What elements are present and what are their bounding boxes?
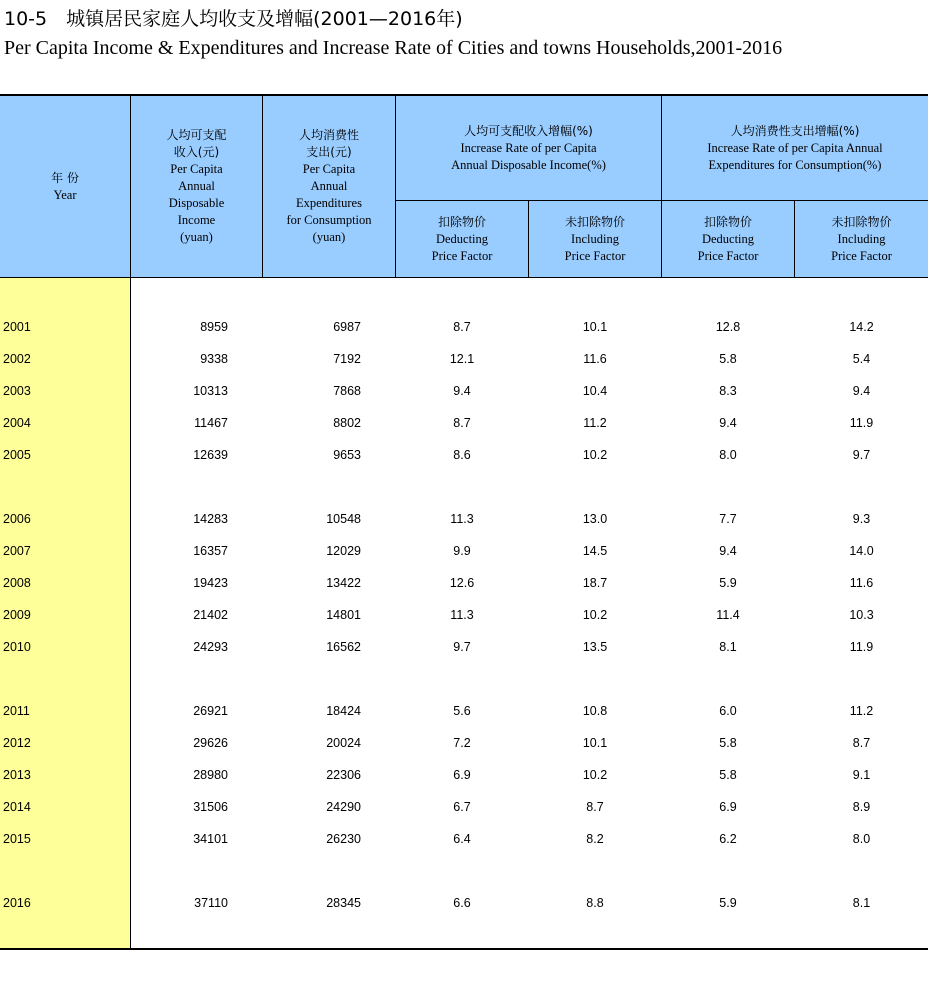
cell-expend-deduct: 5.8	[719, 768, 737, 782]
table-header-rule	[0, 277, 928, 278]
cell-income-include: 8.2	[586, 832, 604, 846]
header-expend-en5: (yuan)	[312, 230, 346, 244]
cell-expend: 16562	[326, 640, 361, 654]
header-income-rate-en1: Increase Rate of per Capita	[460, 140, 597, 155]
header-expend	[263, 96, 395, 277]
cell-expend-deduct: 12.8	[715, 320, 741, 334]
cell-income-include: 14.5	[582, 544, 608, 558]
cell-income: 19423	[193, 576, 228, 590]
cell-year: 2015	[3, 832, 31, 846]
header-income-deduct	[396, 201, 528, 277]
table-row	[0, 829, 928, 849]
cell-expend: 7192	[333, 352, 361, 366]
header-expend-include	[795, 201, 928, 277]
cell-income-deduct: 6.7	[453, 800, 471, 814]
cell-income-include: 10.2	[582, 768, 608, 782]
cell-expend-deduct: 5.9	[719, 576, 737, 590]
header-deduct-en1: Deducting	[435, 231, 489, 246]
cell-income: 28980	[193, 768, 228, 782]
cell-expend-deduct: 8.0	[719, 448, 737, 462]
table-row	[0, 541, 928, 561]
cell-expend: 9653	[333, 448, 361, 462]
table-row	[0, 637, 928, 657]
cell-year: 2012	[3, 736, 31, 750]
cell-year: 2011	[3, 704, 30, 718]
header-year	[0, 96, 130, 277]
cell-income: 12639	[193, 448, 228, 462]
header-year-cn: 年 份	[51, 170, 79, 185]
cell-expend: 28345	[326, 896, 361, 910]
cell-income-deduct: 5.6	[453, 704, 471, 718]
cell-expend: 26230	[326, 832, 361, 846]
cell-expend-include: 9.4	[852, 384, 871, 398]
table-row	[0, 349, 928, 369]
cell-income-include: 10.8	[582, 704, 608, 718]
header-income-rate-cn: 人均可支配收入增幅(%)	[464, 123, 593, 138]
cell-expend-deduct: 5.9	[719, 896, 737, 910]
header-income-cn2: 收入(元)	[173, 145, 220, 159]
cell-expend: 13422	[326, 576, 361, 590]
header-income-rate	[396, 96, 661, 200]
cell-income-include: 13.5	[582, 640, 608, 654]
cell-expend: 10548	[326, 512, 361, 526]
cell-expend-deduct: 6.0	[719, 704, 737, 718]
header-income	[131, 96, 262, 277]
header-income-en5: (yuan)	[180, 230, 213, 244]
cell-income-deduct: 12.6	[449, 576, 475, 590]
cell-income-deduct: 9.9	[453, 544, 471, 558]
cell-expend-include: 14.0	[849, 544, 874, 558]
cell-income-deduct: 11.3	[450, 608, 474, 622]
cell-income: 16357	[193, 544, 228, 558]
cell-income-deduct: 6.9	[453, 768, 471, 782]
table-row	[0, 381, 928, 401]
cell-income-deduct: 6.6	[453, 896, 471, 910]
cell-income-deduct: 7.2	[453, 736, 471, 750]
cell-expend-include: 11.9	[849, 640, 874, 654]
cell-year: 2004	[3, 416, 31, 430]
cell-income-deduct: 6.4	[453, 832, 471, 846]
cell-income: 26921	[193, 704, 228, 718]
cell-year: 2013	[3, 768, 31, 782]
cell-income: 10313	[193, 384, 228, 398]
header-include-en1: Including	[571, 231, 619, 246]
cell-income-include: 10.2	[582, 608, 608, 622]
cell-expend-include: 9.1	[852, 768, 871, 782]
header-deduct-cn: 扣除物价	[703, 214, 752, 229]
cell-expend-include: 8.1	[852, 896, 871, 910]
cell-expend-deduct: 6.2	[719, 832, 737, 846]
header-deduct-cn: 扣除物价	[437, 214, 486, 229]
header-include-cn: 未扣除物价	[564, 214, 625, 229]
cell-income-deduct: 8.7	[453, 416, 471, 430]
cell-year: 2009	[3, 608, 31, 622]
header-income-en2: Annual	[178, 179, 215, 193]
cell-expend: 8802	[333, 416, 361, 430]
cell-expend: 22306	[326, 768, 361, 782]
cell-income-deduct: 11.3	[450, 512, 474, 526]
cell-year: 2008	[3, 576, 31, 590]
cell-income: 14283	[193, 512, 228, 526]
header-expend-cn1: 人均消费性	[298, 128, 359, 142]
cell-expend-include: 5.4	[852, 352, 871, 366]
cell-income-include: 18.7	[582, 576, 608, 590]
cell-income-include: 10.2	[582, 448, 608, 462]
cell-expend-deduct: 11.4	[716, 608, 740, 622]
cell-expend-include: 8.9	[852, 800, 871, 814]
cell-income: 11467	[194, 416, 228, 430]
table-row	[0, 701, 928, 721]
cell-income-include: 10.1	[582, 320, 608, 334]
header-expend-rate	[662, 96, 928, 200]
cell-expend-deduct: 6.9	[719, 800, 737, 814]
header-expend-rate-cn: 人均消费性支出增幅(%)	[730, 123, 860, 138]
cell-income: 24293	[193, 640, 228, 654]
cell-expend: 20024	[326, 736, 361, 750]
table-row	[0, 509, 928, 529]
cell-expend-deduct: 5.8	[719, 736, 737, 750]
cell-income: 34101	[193, 832, 228, 846]
cell-income-include: 8.8	[586, 896, 604, 910]
table-row	[0, 573, 928, 593]
table-row	[0, 413, 928, 433]
header-expend-en1: Per Capita	[302, 162, 356, 176]
cell-income: 21402	[193, 608, 228, 622]
header-deduct-en2: Price Factor	[697, 248, 759, 263]
cell-expend-include: 8.0	[852, 832, 871, 846]
cell-expend-include: 11.9	[849, 416, 874, 430]
header-include-en2: Price Factor	[564, 248, 626, 263]
cell-expend-deduct: 7.7	[719, 512, 737, 526]
cell-income-deduct: 9.4	[453, 384, 471, 398]
header-income-en1: Per Capita	[170, 162, 223, 176]
cell-expend-deduct: 9.4	[719, 416, 737, 430]
table-row	[0, 445, 928, 465]
header-expend-rate-en1: Increase Rate of per Capita Annual	[707, 140, 883, 155]
cell-year: 2002	[3, 352, 31, 366]
header-expend-en4: for Consumption	[286, 213, 372, 227]
cell-income: 31506	[193, 800, 228, 814]
cell-year: 2007	[3, 544, 31, 558]
table-row	[0, 317, 928, 337]
page-title-en: Per Capita Income & Expenditures and Increase Rate of Cities and towns Households,2001-2016	[4, 37, 783, 59]
cell-expend-include: 11.6	[849, 576, 874, 590]
cell-expend-include: 11.2	[849, 704, 874, 718]
table-row	[0, 605, 928, 625]
cell-expend: 24290	[326, 800, 361, 814]
cell-income-deduct: 8.7	[453, 320, 471, 334]
cell-expend-include: 9.3	[852, 512, 871, 526]
cell-year: 2006	[3, 512, 31, 526]
cell-year: 2014	[3, 800, 31, 814]
cell-income-deduct: 12.1	[449, 352, 475, 366]
header-expend-cn2: 支出(元)	[306, 145, 352, 159]
cell-expend: 12029	[326, 544, 361, 558]
cell-expend-include: 9.7	[852, 448, 871, 462]
cell-income-include: 13.0	[582, 512, 608, 526]
cell-year: 2003	[3, 384, 31, 398]
header-expend-deduct	[662, 201, 794, 277]
cell-expend-deduct: 8.1	[719, 640, 737, 654]
cell-expend: 6987	[333, 320, 361, 334]
cell-income: 29626	[193, 736, 228, 750]
cell-expend-deduct: 8.3	[719, 384, 737, 398]
cell-expend: 14801	[326, 608, 361, 622]
cell-income-include: 11.6	[583, 352, 607, 366]
header-include-cn: 未扣除物价	[831, 214, 892, 229]
header-include-en1: Including	[837, 231, 886, 246]
cell-income-deduct: 9.7	[453, 640, 471, 654]
cell-year: 2005	[3, 448, 31, 462]
cell-income: 9338	[200, 352, 228, 366]
header-income-rate-en2: Annual Disposable Income(%)	[451, 157, 606, 172]
cell-expend-include: 8.7	[852, 736, 871, 750]
cell-expend-deduct: 9.4	[719, 544, 737, 558]
header-income-cn1: 人均可支配	[166, 128, 227, 142]
cell-year: 2010	[3, 640, 31, 654]
cell-expend-deduct: 5.8	[719, 352, 737, 366]
table-row	[0, 733, 928, 753]
header-deduct-en1: Deducting	[701, 231, 755, 246]
cell-expend-include: 10.3	[849, 608, 874, 622]
header-expend-en3: Expenditures	[296, 196, 362, 210]
cell-income-include: 8.7	[586, 800, 604, 814]
cell-expend: 18424	[326, 704, 361, 718]
header-expend-rate-en2: Expenditures for Consumption(%)	[708, 157, 882, 172]
page-title-cn: 10-5 城镇居民家庭人均收支及增幅(2001—2016年)	[4, 8, 463, 30]
cell-income-include: 11.2	[583, 416, 607, 430]
cell-year: 2016	[3, 896, 31, 910]
cell-income: 37110	[194, 896, 228, 910]
header-include-en2: Price Factor	[831, 248, 892, 263]
cell-income-include: 10.4	[582, 384, 608, 398]
header-deduct-en2: Price Factor	[431, 248, 493, 263]
header-income-en4: Income	[177, 213, 216, 227]
header-expend-en2: Annual	[310, 179, 348, 193]
cell-income: 8959	[200, 320, 228, 334]
header-income-en3: Disposable	[168, 196, 225, 210]
cell-expend-include: 14.2	[849, 320, 874, 334]
header-income-include	[529, 201, 661, 277]
cell-year: 2001	[3, 320, 31, 334]
table-row	[0, 765, 928, 785]
cell-income-deduct: 8.6	[453, 448, 471, 462]
cell-income-include: 10.1	[582, 736, 608, 750]
table-bottom-rule	[0, 948, 928, 950]
cell-expend: 7868	[333, 384, 361, 398]
table-row	[0, 797, 928, 817]
table-row	[0, 893, 928, 913]
header-year-en: Year	[53, 187, 77, 202]
